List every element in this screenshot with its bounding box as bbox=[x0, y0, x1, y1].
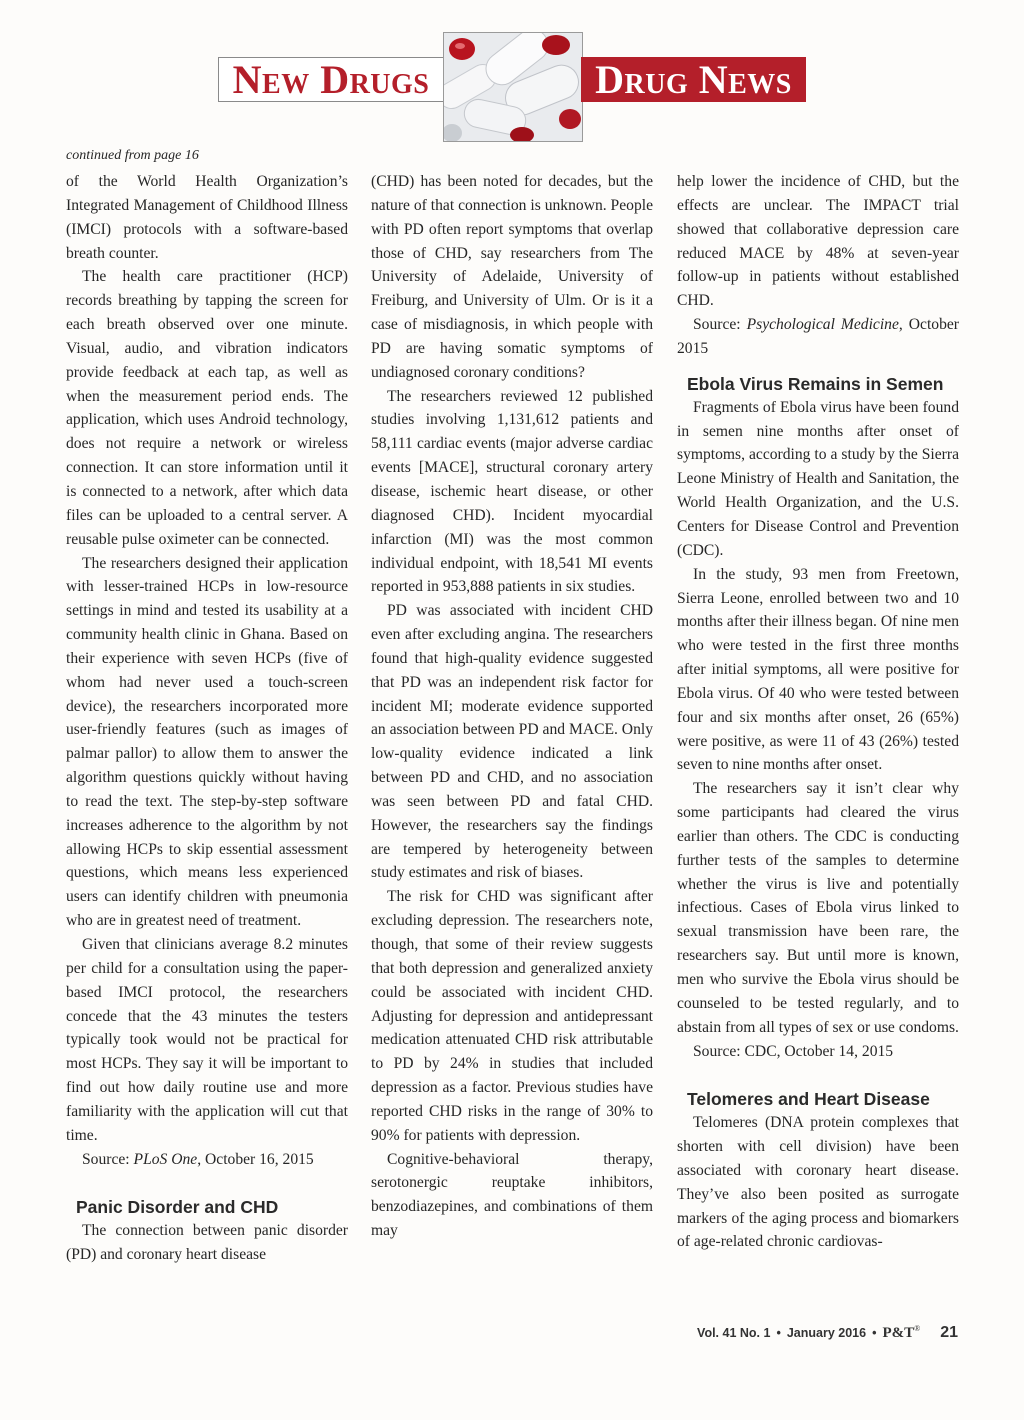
paragraph: of the World Health Organization’s Integrated Management of Childhood Illness (IMCI) protocols with a software-based breath counter. bbox=[66, 173, 348, 262]
source-line: Source: CDC, October 14, 2015 bbox=[693, 1042, 894, 1060]
source-prefix: Source: bbox=[693, 316, 747, 334]
source-line bbox=[66, 1148, 348, 1172]
section-heading-panic-disorder: Panic Disorder and CHD bbox=[76, 1197, 279, 1218]
registered-mark: ® bbox=[914, 1324, 921, 1333]
source-journal: PLoS One bbox=[133, 1150, 198, 1168]
page-footer bbox=[697, 1324, 958, 1348]
footer-brand-text: P&T bbox=[882, 1325, 915, 1341]
paragraph: Given that clinicians average 8.2 minutes per child for a consultation using the paper-based IMCI protocol, the researchers concede that the 43 minutes the testers typically took would not be practical for most HCPs. They say it will be important to find out how daily routine use and more familiarity with the application will cut that time. bbox=[66, 936, 348, 1144]
section-heading-ebola: Ebola Virus Remains in Semen bbox=[687, 373, 944, 394]
paragraph: The connection between panic disorder (PD) and coronary heart disease bbox=[66, 1222, 348, 1264]
paragraph: The researchers say it isn’t clear why some participants had cleared the virus earlier than others. The CDC is conducting further tests of the samples to determine whether the virus is live and potentially infectious. Cases of Ebola virus linked to sexual transmission have been rare, the researchers say. But until more is known, men who survive the Ebola virus should be counseled to be tested regularly, and to abstain from all types of sex or use condoms. bbox=[677, 780, 959, 1036]
paragraph: help lower the incidence of CHD, but the effects are unclear. The IMPACT trial showed that collaborative depression care reduced MACE by 48% at seven-year follow-up in patients without established CHD. bbox=[677, 173, 959, 310]
footer-volume: Vol. 41 No. 1 bbox=[697, 1326, 771, 1340]
banner-new-drugs-label: New Drugs bbox=[232, 57, 430, 102]
source-prefix: Source: bbox=[82, 1150, 134, 1168]
column-3 bbox=[677, 170, 959, 1254]
banner-drug-news-label: Drug News bbox=[595, 57, 792, 102]
column-1 bbox=[66, 170, 348, 1267]
paragraph: The researchers designed their application with lesser-trained HCPs in low-resource settings in mind and tested its usability at a community health clinic in Ghana. Based on their experience with seven HCPs (five of whom had never used a touch-screen device), the researchers incorporated more user-friendly features (such as images of palmar pallor) to allow them to answer the algorithm questions quickly without having to read the text. The step-by-step software increases adherence to the algorithm by not allowing HCPs to skip essential assessment questions, which means less experienced users can identify children with pneumonia who are in greatest need of treatment. bbox=[66, 554, 348, 930]
footer-brand bbox=[882, 1324, 920, 1342]
footer-separator: • bbox=[872, 1326, 877, 1340]
paragraph: The health care practitioner (HCP) records breathing by tapping the screen for each breath observed over one minute. Visual, audio, and vibration indicators provide feedback at each tap, as well as when the measurement period ends. The application, which uses Android technology, does not require a network or wireless connection. It can store information until it is connected to a network, after which data files can be uploaded to a central server. A reusable pulse oximeter can be connected. bbox=[66, 268, 348, 548]
paragraph: PD was associated with incident CHD even after excluding angina. The researchers found that high-quality evidence suggested that PD was an independent risk factor for incident MI; moderate evidence supported an association between PD and MACE. Only low-quality evidence indicated a link between PD and CHD, and no association was seen between PD and fatal CHD. However, the researchers say the findings are tempered by heterogeneity between study estimates and risk of biases. bbox=[371, 602, 653, 882]
page-number: 21 bbox=[940, 1324, 958, 1341]
banner-pills-photo bbox=[443, 32, 583, 142]
paragraph: The risk for CHD was significant after excluding depression. The researchers note, though, that some of their review suggests that both depression and generalized anxiety could be associated with incident CHD. Adjusting for depression and antidepressant medication attenuated CHD risk attributable to PD by 24% in studies that included depression as a factor. Previous studies have reported CHD risks in the range of 30% to 90% for patients with depression. bbox=[371, 888, 653, 1144]
paragraph: The researchers reviewed 12 published studies involving 1,131,612 patients and 58,111 cardiac events (major adverse cardiac events [MACE], structural coronary artery disease, ischemic heart disease, or other diagnosed CHD). Incident myocardial infarction (MI) was the most common individual endpoint, with 18,541 MI events reported in 953,888 patients in six studies. bbox=[371, 387, 653, 596]
paragraph: Fragments of Ebola virus have been found in semen nine months after onset of symptoms, according to a study by the Sierra Leone Ministry of Health and Sanitation, the World Health Organization, and the U.S. Centers for Disease Control and Prevention (CDC). bbox=[677, 398, 959, 559]
paragraph: In the study, 93 men from Freetown, Sierra Leone, enrolled between two and 10 months after their illness began. Of nine men who were tested in the first three months after initial symptoms, all were positive for Ebola virus. Of 40 who were tested between four and six months after onset, 26 (65%) were positive, as were 11 of 43 (26%) tested seven to nine months after onset. bbox=[677, 565, 959, 774]
source-date: , October 16, 2015 bbox=[197, 1150, 314, 1168]
column-2 bbox=[371, 170, 653, 1243]
paragraph: Telomeres (DNA protein complexes that shorten with cell division) have been associated with coronary heart disease. They’ve also been posited as surrogate markers of the aging process and biomarkers of age-related chronic cardiovas- bbox=[677, 1114, 959, 1251]
banner-drug-news bbox=[581, 57, 806, 102]
source-date: , October 2015 bbox=[677, 316, 959, 357]
banner-new-drugs bbox=[218, 57, 444, 102]
continued-note: continued from page 16 bbox=[66, 148, 199, 163]
pills-image bbox=[444, 33, 582, 141]
source-line bbox=[677, 313, 959, 361]
footer-separator: • bbox=[776, 1326, 781, 1340]
paragraph: (CHD) has been noted for decades, but the nature of that connection is unknown. People with PD often report symptoms that overlap those of CHD, say researchers from The University of Adelaide, University of Freiburg, and University of Ulm. Or is it a case of misdiagnosis, in which people with PD are having somatic symptoms of undiagnosed coronary conditions? bbox=[371, 173, 653, 381]
source-journal: Psychological Medicine bbox=[746, 316, 899, 334]
footer-date: January 2016 bbox=[786, 1326, 867, 1340]
section-heading-telomeres: Telomeres and Heart Disease bbox=[687, 1089, 930, 1110]
paragraph: Cognitive-behavioral therapy, serotonergic reuptake inhibitors, benzodiazepines, and combinations of them may bbox=[371, 1150, 653, 1240]
